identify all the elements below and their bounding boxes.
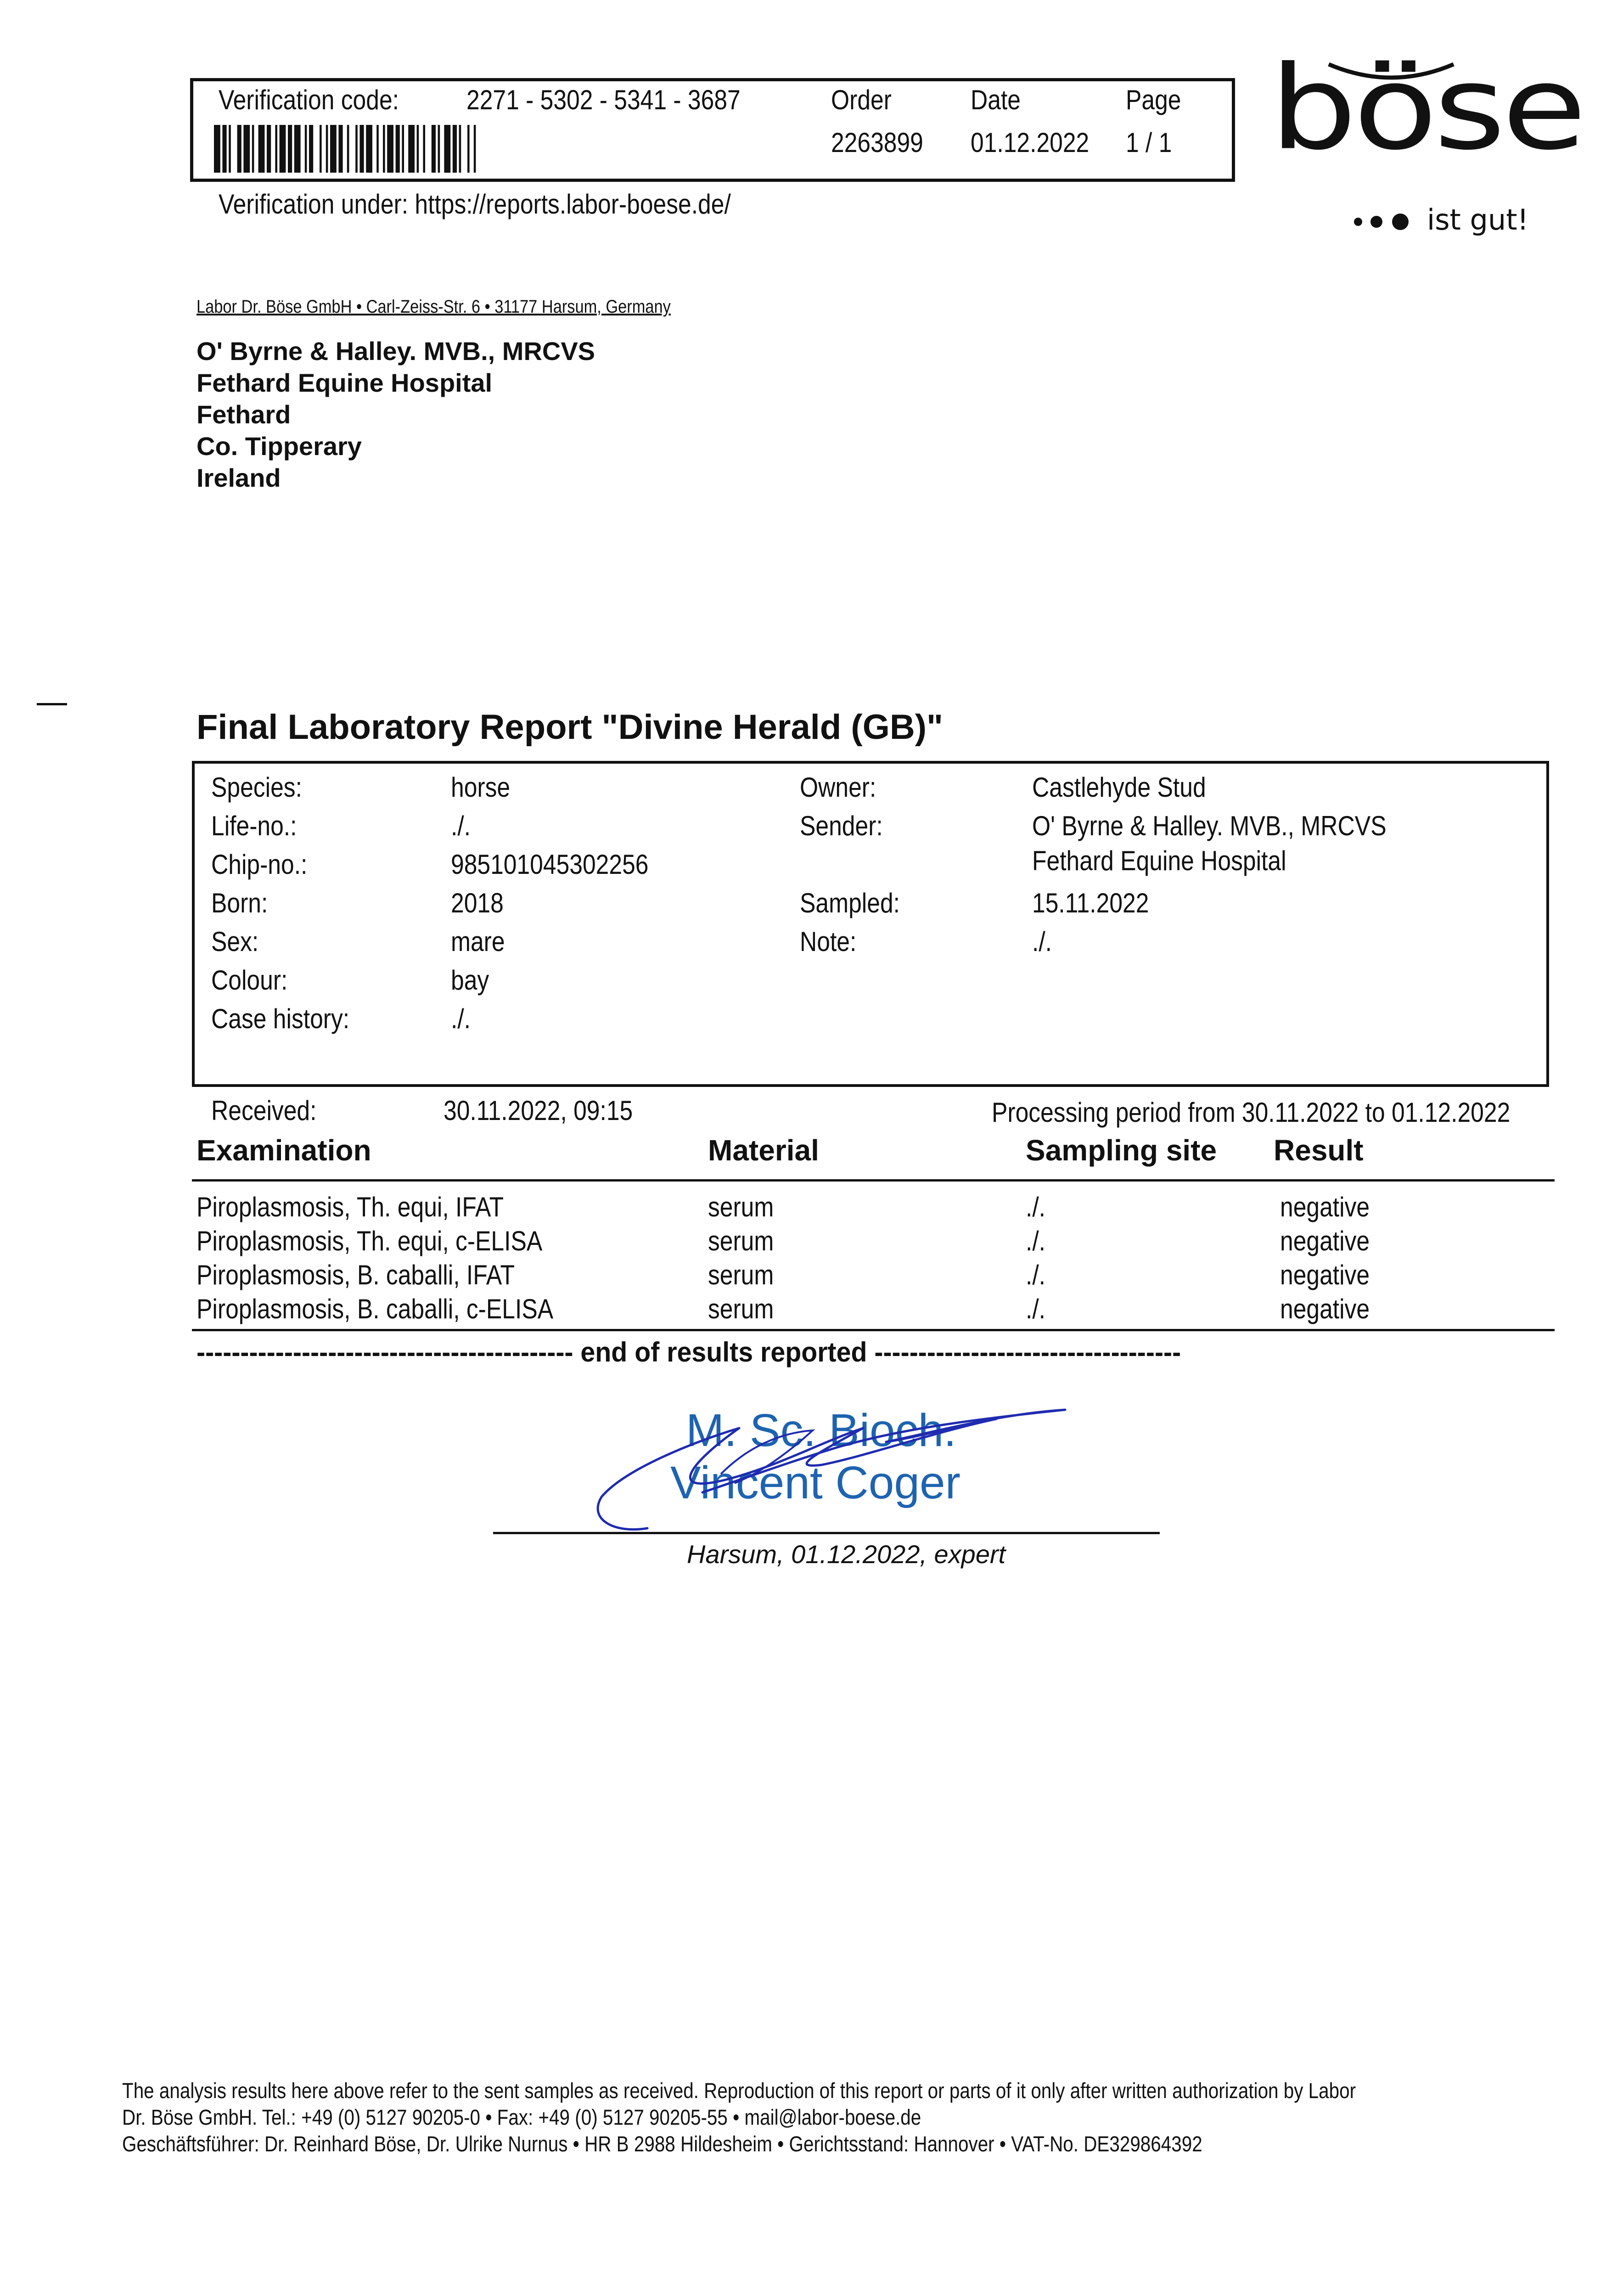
- column-header-sampling-site: Sampling site: [1026, 1134, 1217, 1167]
- examination-cell: Piroplasmosis, Th. equi, c-ELISA: [197, 1226, 543, 1256]
- lab-sender-address: Labor Dr. Böse GmbH • Carl-Zeiss-Str. 6 • 31177 Harsum, Germany: [197, 297, 671, 317]
- owner-value: Castlehyde Stud: [1032, 772, 1206, 803]
- date-label: Date: [971, 84, 1021, 115]
- case-history-label: Case history:: [211, 1003, 350, 1034]
- recipient-line: Fethard: [197, 400, 291, 429]
- examination-cell: Piroplasmosis, B. caballi, IFAT: [197, 1260, 515, 1290]
- chip-no-value: 985101045302256: [451, 849, 649, 880]
- case-history-value: ./.: [451, 1003, 471, 1034]
- colour-value: bay: [451, 965, 489, 996]
- order-number: 2263899: [831, 127, 923, 158]
- recipient-line: Fethard Equine Hospital: [197, 368, 493, 397]
- colour-label: Colour:: [211, 965, 288, 996]
- recipient-line: Ireland: [197, 463, 281, 492]
- report-title: Final Laboratory Report "Divine Herald (GB)": [197, 708, 943, 747]
- column-header-material: Material: [708, 1134, 819, 1167]
- result-cell: negative: [1280, 1226, 1370, 1256]
- result-cell: negative: [1280, 1294, 1370, 1324]
- examination-cell: Piroplasmosis, Th. equi, IFAT: [197, 1192, 504, 1222]
- logo-slogan: ist gut!: [1427, 203, 1529, 236]
- signature-title: M. Sc. Bioch.: [686, 1405, 957, 1456]
- order-label: Order: [831, 84, 892, 115]
- table-bottom-rule: [192, 1329, 1555, 1331]
- note-value: ./.: [1032, 926, 1052, 957]
- born-value: 2018: [451, 888, 504, 918]
- verification-code: 2271 - 5302 - 5341 - 3687: [466, 84, 741, 115]
- sender-value-line2: Fethard Equine Hospital: [1032, 845, 1286, 876]
- recipient-line: O' Byrne & Halley. MVB., MRCVS: [197, 337, 595, 366]
- received-value: 30.11.2022, 09:15: [444, 1095, 633, 1126]
- signature-name: Vincent Coger: [670, 1457, 960, 1508]
- result-cell: negative: [1280, 1260, 1370, 1290]
- signature-caption: Harsum, 01.12.2022, expert: [687, 1540, 1006, 1569]
- recipient-line: Co. Tipperary: [197, 432, 362, 461]
- recipient-address: [197, 335, 595, 494]
- boese-logo-wordmark: böse: [1269, 41, 1583, 176]
- sampling-site-cell: ./.: [1026, 1192, 1046, 1222]
- sex-label: Sex:: [211, 926, 259, 957]
- footer-line: Dr. Böse GmbH. Tel.: +49 (0) 5127 90205-0 • Fax: +49 (0) 5127 90205-55 • mail@labor-boese.de: [122, 2105, 921, 2129]
- sampled-value: 15.11.2022: [1032, 888, 1149, 918]
- sampling-site-cell: ./.: [1026, 1226, 1046, 1256]
- sex-value: mare: [451, 926, 505, 957]
- material-cell: serum: [708, 1294, 774, 1324]
- fold-mark: [37, 703, 67, 705]
- handwritten-signature: [583, 1396, 1079, 1538]
- owner-label: Owner:: [800, 772, 876, 803]
- footer-line: Geschäftsführer: Dr. Reinhard Böse, Dr. Ulrike Nurnus • HR B 2988 Hildesheim • Gerichtsstand: Hannover • VAT-No. DE329864392: [122, 2132, 1202, 2156]
- material-cell: serum: [708, 1192, 774, 1222]
- end-of-results-line: ------------------------------------------- end of results reported -----------------------------------: [197, 1337, 1181, 1367]
- species-value: horse: [451, 772, 511, 803]
- examination-cell: Piroplasmosis, B. caballi, c-ELISA: [197, 1294, 554, 1324]
- logo-arc-icon: [1327, 59, 1455, 86]
- sampling-site-cell: ./.: [1026, 1294, 1046, 1324]
- life-no-label: Life-no.:: [211, 810, 297, 841]
- page-label: Page: [1126, 84, 1181, 115]
- report-date: 01.12.2022: [971, 127, 1089, 158]
- column-header-result: Result: [1274, 1134, 1364, 1167]
- life-no-value: ./.: [451, 810, 471, 841]
- sampled-label: Sampled:: [800, 888, 900, 918]
- sender-label: Sender:: [800, 810, 883, 841]
- sampling-site-cell: ./.: [1026, 1260, 1046, 1290]
- signature-rule: [493, 1532, 1160, 1534]
- material-cell: serum: [708, 1260, 774, 1290]
- column-header-examination: Examination: [197, 1134, 371, 1167]
- report-footer: [122, 2077, 1356, 2157]
- species-label: Species:: [211, 772, 302, 803]
- chip-no-label: Chip-no.:: [211, 849, 308, 880]
- footer-line: The analysis results here above refer to the sent samples as received. Reproduction of this report or parts of it only after written authorization by Labor: [122, 2078, 1356, 2103]
- born-label: Born:: [211, 888, 268, 918]
- material-cell: serum: [708, 1226, 774, 1256]
- barcode-image: [214, 125, 554, 173]
- verification-url: Verification under: https://reports.labor-boese.de/: [219, 189, 731, 219]
- page-number: 1 / 1: [1126, 127, 1172, 158]
- received-label: Received:: [211, 1095, 317, 1126]
- sender-value-line1: O' Byrne & Halley. MVB., MRCVS: [1032, 810, 1387, 841]
- table-header-rule: [192, 1179, 1555, 1182]
- verification-code-label: Verification code:: [219, 84, 399, 115]
- note-label: Note:: [800, 926, 857, 957]
- processing-period: Processing period from 30.11.2022 to 01.12.2022: [992, 1097, 1511, 1128]
- result-cell: negative: [1280, 1192, 1370, 1222]
- logo-dots-icon: [1353, 210, 1413, 233]
